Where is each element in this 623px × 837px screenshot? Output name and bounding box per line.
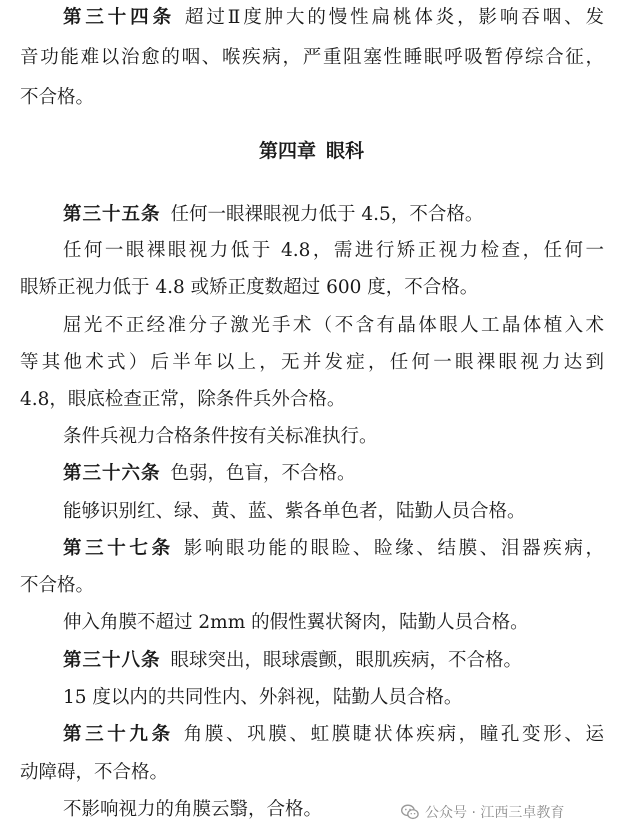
wechat-icon (400, 802, 420, 822)
art36-p2: 能够识别红、绿、黄、蓝、紫各单色者，陆勤人员合格。 (63, 501, 526, 522)
chapter-heading (0, 136, 623, 166)
art35-p2-line-1: 任何一眼裸眼视力低于 4.8，需进行矫正视力检查，任何一 (63, 240, 604, 261)
art37-line-1 (63, 534, 604, 564)
art39-p2: 不影响视力的角膜云翳，合格。 (63, 799, 323, 820)
art37-p2: 伸入角膜不超过 2mm 的假性翼状胬肉，陆勤人员合格。 (63, 612, 529, 633)
art36-text-1: 色弱，色盲，不合格。 (170, 463, 356, 484)
watermark-text: 公众号 · 江西三卓教育 (425, 805, 565, 821)
art39-line-1 (63, 720, 604, 750)
art35-number: 第三十五条 (63, 204, 161, 225)
wechat-watermark (400, 797, 564, 827)
art35-p4: 条件兵视力合格条件按有关标准执行。 (63, 426, 378, 447)
art35-p3-line-3: 4.8，眼底检查正常，除条件兵外合格。 (20, 389, 346, 410)
art35-p2-line-2: 眼矫正视力低于 4.8 或矫正度数超过 600 度，不合格。 (20, 277, 479, 298)
art35-text-1: 任何一眼裸眼视力低于 4.5，不合格。 (170, 204, 484, 225)
art37-line-2: 不合格。 (20, 575, 95, 596)
art34-line-2: 音功能难以治愈的咽、喉疾病，严重阻塞性睡眠呼吸暂停综合征， (20, 47, 604, 68)
chapter-title: 眼科 (326, 140, 365, 162)
art37-text-1: 影响眼功能的眼睑、睑缘、结膜、泪器疾病， (183, 538, 604, 559)
art39-line-2: 动障碍，不合格。 (20, 762, 169, 783)
art38-text-1: 眼球突出，眼球震颤，眼肌疾病，不合格。 (170, 650, 523, 671)
art39-text-1: 角膜、巩膜、虹膜睫状体疾病，瞳孔变形、运 (183, 724, 604, 745)
art36-line-1 (63, 459, 604, 489)
art34-number: 第三十四条 (63, 7, 175, 28)
art38-number: 第三十八条 (63, 650, 161, 671)
art35-line-1 (63, 200, 604, 230)
art34-text-1: 超过Ⅱ度肿大的慢性扁桃体炎，影响吞咽、发 (184, 7, 604, 28)
art38-line-1 (63, 646, 604, 676)
chapter-number: 第四章 (258, 140, 316, 162)
art38-p2: 15 度以内的共同性内、外斜视，陆勤人员合格。 (63, 687, 463, 708)
art34-line-1 (63, 3, 604, 33)
art37-number: 第三十七条 (63, 538, 174, 559)
art39-number: 第三十九条 (63, 724, 174, 745)
art36-number: 第三十六条 (63, 463, 161, 484)
art35-p3-line-1: 屈光不正经准分子激光手术（不含有晶体眼人工晶体植入术 (63, 315, 604, 336)
art34-line-3: 不合格。 (20, 87, 95, 108)
art35-p3-line-2: 等其他术式）后半年以上，无并发症，任何一眼裸眼视力达到 (20, 352, 604, 373)
